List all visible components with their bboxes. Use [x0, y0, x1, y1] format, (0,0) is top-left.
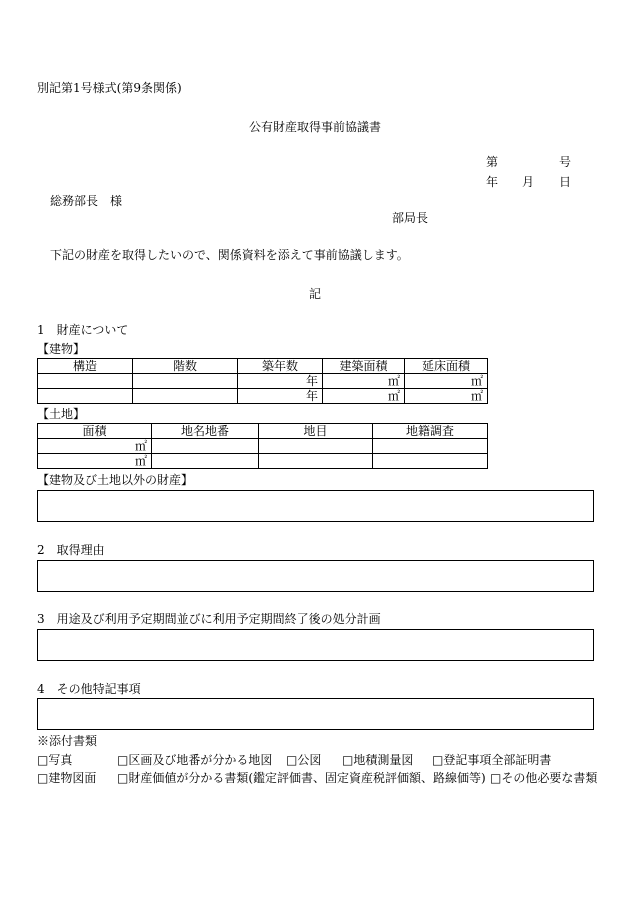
section2-title: 2 取得理由: [37, 543, 105, 557]
col-header: 築年数: [238, 359, 323, 374]
date-day: 日: [559, 175, 572, 189]
checkbox-public-map[interactable]: □公図: [286, 753, 322, 767]
cell-age[interactable]: 年: [238, 374, 323, 389]
attachments-title: ※添付書類: [37, 734, 98, 748]
checkbox-lot-map[interactable]: □区画及び地番が分かる地図: [117, 753, 273, 767]
date-month: 月: [522, 175, 535, 189]
intro-text: 下記の財産を取得したいので、関係資料を添えて事前協議します。: [50, 248, 409, 262]
building-table: [37, 358, 488, 404]
table-row: [38, 374, 488, 389]
land-header-row: [38, 424, 488, 439]
building-header-row: [38, 359, 488, 374]
cell-cadastral-survey[interactable]: [373, 454, 488, 469]
col-header: 地名地番: [152, 424, 259, 439]
checkbox-other-docs[interactable]: □その他必要な書類: [490, 771, 598, 785]
doc-number-suffix: 号: [559, 155, 572, 169]
table-row: [38, 439, 488, 454]
cell-cadastral-survey[interactable]: [373, 439, 488, 454]
other-property-box[interactable]: [37, 490, 594, 522]
col-header: 地目: [259, 424, 373, 439]
col-header: 面積: [38, 424, 152, 439]
sender: 部局長: [392, 211, 429, 225]
section3-title: 3 用途及び利用予定期間並びに利用予定期間終了後の処分計画: [37, 612, 381, 626]
usage-plan-box[interactable]: [37, 629, 594, 661]
land-label: 【土地】: [37, 407, 86, 421]
cell-age[interactable]: 年: [238, 389, 323, 404]
section1-title: 1 財産について: [37, 323, 129, 337]
table-row: [38, 389, 488, 404]
doc-number-prefix: 第: [486, 155, 499, 169]
addressee: 総務部長 様: [50, 194, 123, 208]
special-notes-box[interactable]: [37, 698, 594, 730]
table-row: [38, 454, 488, 469]
form-number: 別記第1号様式(第9条関係): [37, 81, 182, 95]
cell-building-area[interactable]: ㎡: [323, 374, 405, 389]
checkbox-building-drawing[interactable]: □建物図面: [37, 771, 97, 785]
checkbox-survey-map[interactable]: □地積測量図: [342, 753, 414, 767]
cell-land-area[interactable]: ㎡: [38, 439, 152, 454]
cell-land-category[interactable]: [259, 439, 373, 454]
land-table: [37, 423, 488, 469]
cell-lot-number[interactable]: [152, 454, 259, 469]
cell-building-area[interactable]: ㎡: [323, 389, 405, 404]
col-header: 延床面積: [405, 359, 488, 374]
building-label: 【建物】: [37, 342, 86, 356]
ki-heading: 記: [308, 287, 321, 301]
checkbox-photo[interactable]: □写真: [37, 753, 73, 767]
checkbox-registry-cert[interactable]: □登記事項全部証明書: [432, 753, 552, 767]
other-property-label: 【建物及び土地以外の財産】: [37, 473, 194, 487]
page-title: 公有財産取得事前協議書: [248, 120, 381, 134]
checkbox-valuation-docs[interactable]: □財産価値が分かる書類(鑑定評価書、固定資産税評価額、路線価等): [117, 771, 486, 785]
acquisition-reason-box[interactable]: [37, 560, 594, 592]
cell-floor-area[interactable]: ㎡: [405, 389, 488, 404]
cell-floors[interactable]: [133, 389, 238, 404]
col-header: 建築面積: [323, 359, 405, 374]
cell-lot-number[interactable]: [152, 439, 259, 454]
col-header: 地籍調査: [373, 424, 488, 439]
cell-floor-area[interactable]: ㎡: [405, 374, 488, 389]
col-header: 階数: [133, 359, 238, 374]
col-header: 構造: [38, 359, 133, 374]
date-year: 年: [486, 175, 499, 189]
cell-floors[interactable]: [133, 374, 238, 389]
cell-land-category[interactable]: [259, 454, 373, 469]
cell-structure[interactable]: [38, 374, 133, 389]
cell-structure[interactable]: [38, 389, 133, 404]
cell-land-area[interactable]: ㎡: [38, 454, 152, 469]
section4-title: 4 その他特記事項: [37, 682, 141, 696]
